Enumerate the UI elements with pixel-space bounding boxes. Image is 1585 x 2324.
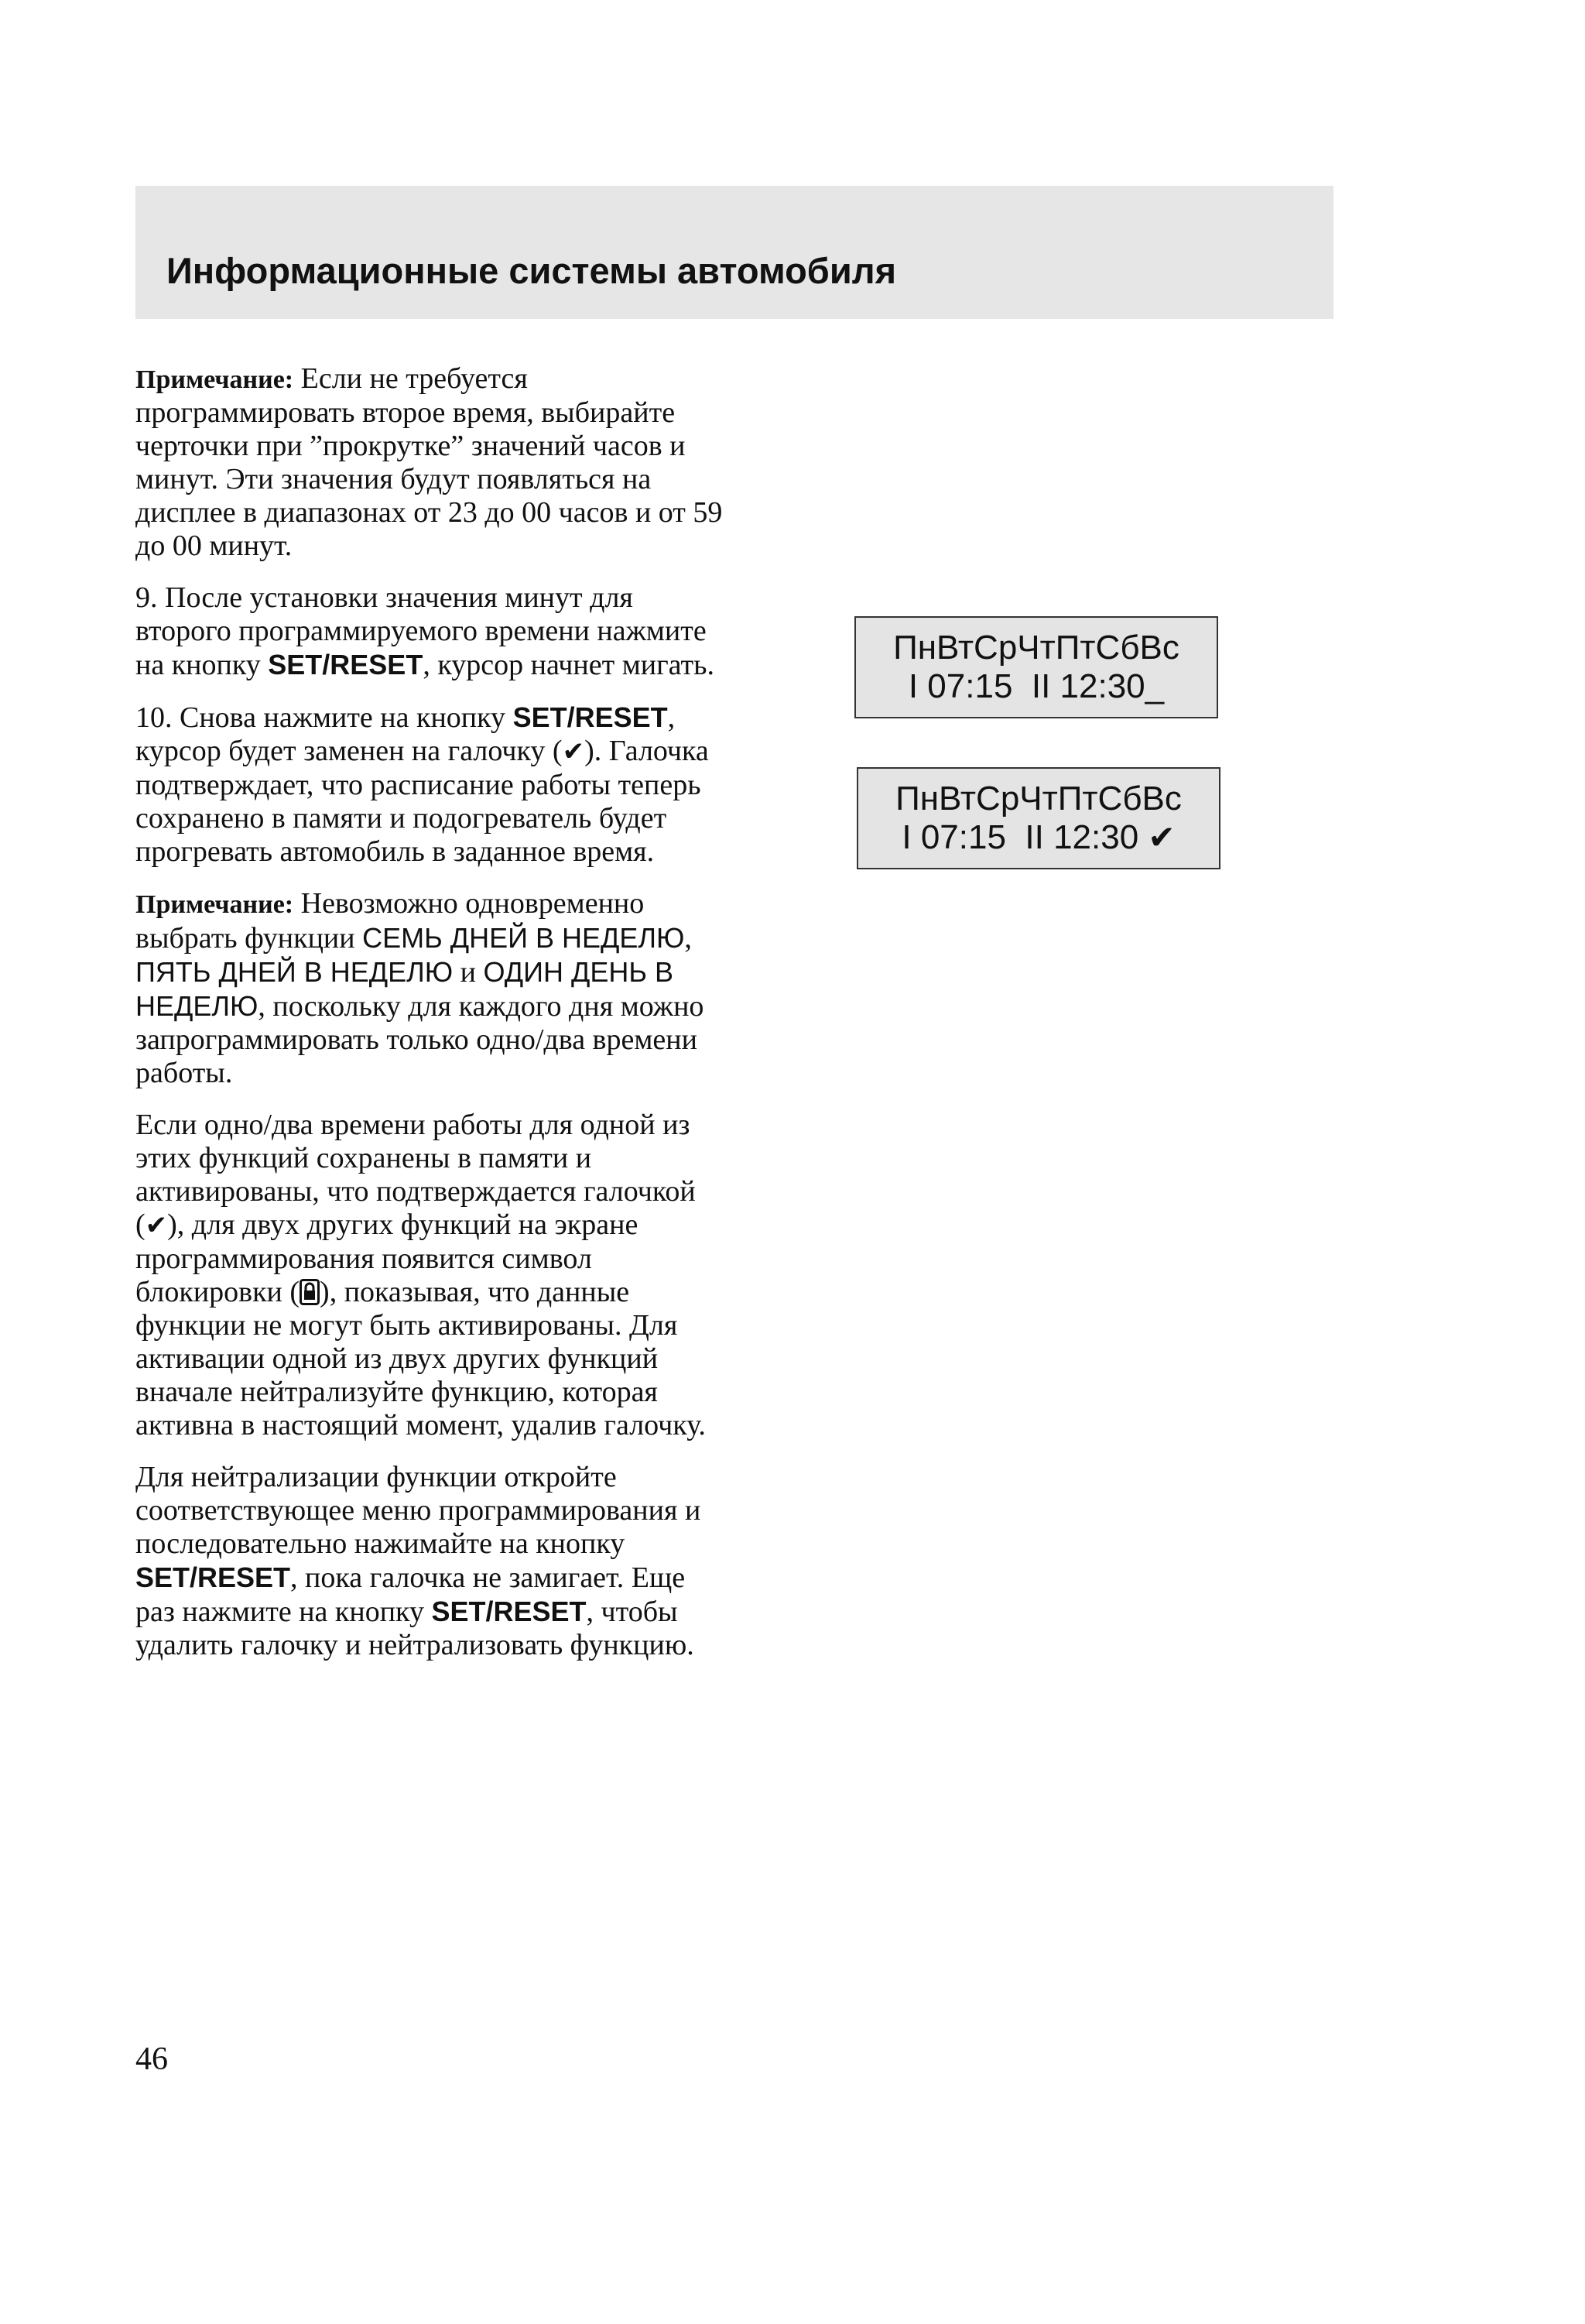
- step-10-text: 10. Снова нажмите на кнопку: [135, 701, 513, 734]
- display-times: I 07:15 II 12:30_: [908, 667, 1165, 705]
- neutralize-paragraph: [135, 1461, 724, 1662]
- step-9-text-end: , курсор начнет мигать.: [423, 649, 714, 681]
- neutralize-text-end: , чтобы удалить галочку и нейтрализовать функцию.: [135, 1596, 694, 1661]
- function-five-days: ПЯТЬ ДНЕЙ В НЕДЕЛЮ: [135, 956, 454, 988]
- lock-paragraph-text-end: ), показывая, что данные функции не могут быть активированы. Для активации одной из двух других функций вначале нейтрализуйте функцию, которая активна в настоящий момент, удалив галочку.: [135, 1276, 706, 1441]
- lock-icon: [300, 1279, 320, 1305]
- set-reset-button-label: SET/RESET: [512, 701, 668, 733]
- checkmark-icon: ✔: [562, 736, 585, 767]
- step-10-paragraph: [135, 701, 724, 869]
- display-days: ПнВтСрЧтПтСбВс: [895, 780, 1182, 818]
- step-10-text-middle: , курсор будет заменен на галочку (: [135, 701, 676, 767]
- display-screen-blinking-cursor: [854, 616, 1218, 718]
- note-paragraph-1: [135, 362, 724, 563]
- text-column: [135, 362, 724, 1681]
- display-days: ПнВтСрЧтПтСбВс: [893, 629, 1179, 667]
- display-screen-confirmed: [857, 767, 1220, 869]
- neutralize-text-middle: , пока галочка не замигает. Еще раз нажмите на кнопку: [135, 1561, 686, 1628]
- set-reset-button-label: SET/RESET: [268, 649, 423, 680]
- checkmark-icon: ✔: [1148, 818, 1176, 856]
- set-reset-button-label: SET/RESET: [135, 1561, 291, 1593]
- note-label: Примечание:: [135, 365, 294, 394]
- note-2-separator: ,: [684, 922, 692, 955]
- step-9-paragraph: [135, 581, 724, 682]
- step-10-text-end: ). Галочка подтверждает, что расписание работы теперь сохранено в памяти и подогреватель будет прогревать автомобиль в заданное время.: [135, 735, 709, 868]
- lock-paragraph-text: Если одно/два времени работы для одной из этих функций сохранены в памяти и активированы, что подтверждается галочкой (: [135, 1109, 696, 1241]
- note-paragraph-2: [135, 887, 724, 1090]
- display-times: I 07:15 II 12:30: [902, 818, 1149, 856]
- neutralize-text: Для нейтрализации функции откройте соответствующее меню программирования и последовательно нажимайте на кнопку: [135, 1461, 701, 1560]
- display-times-row: [858, 818, 1219, 857]
- page-number: 46: [135, 2041, 168, 2077]
- note-2-text: Невозможно одновременно выбрать функции: [135, 887, 645, 955]
- note-2-conjunction: и: [453, 956, 484, 989]
- step-9-text: 9. После установки значения минут для второго программируемого времени нажмите на кнопку: [135, 581, 707, 681]
- note-text: Если не требуется программировать второе время, выбирайте черточки при ”прокрутке” значений часов и минут. Эти значения будут появляться на дисплее в диапазонах от 23 до 00 часов и от 59 до 00 минут.: [135, 362, 723, 562]
- lock-paragraph-text-middle: ), для двух других функций на экране программирования появится символ блокировки (: [135, 1208, 638, 1308]
- section-title: Информационные системы автомобиля: [166, 250, 897, 291]
- set-reset-button-label: SET/RESET: [431, 1596, 587, 1627]
- note-2-text-end: , поскольку для каждого дня можно запрограммировать только одно/два времени работы.: [135, 990, 704, 1089]
- function-one-day: ОДИН ДЕНЬ В НЕДЕЛЮ: [135, 956, 674, 1022]
- function-seven-days: СЕМЬ ДНЕЙ В НЕДЕЛЮ: [362, 922, 685, 954]
- checkmark-icon: ✔: [145, 1210, 168, 1241]
- note-label: Примечание:: [135, 890, 294, 919]
- lock-paragraph: [135, 1109, 724, 1442]
- section-header-band: [135, 186, 1333, 319]
